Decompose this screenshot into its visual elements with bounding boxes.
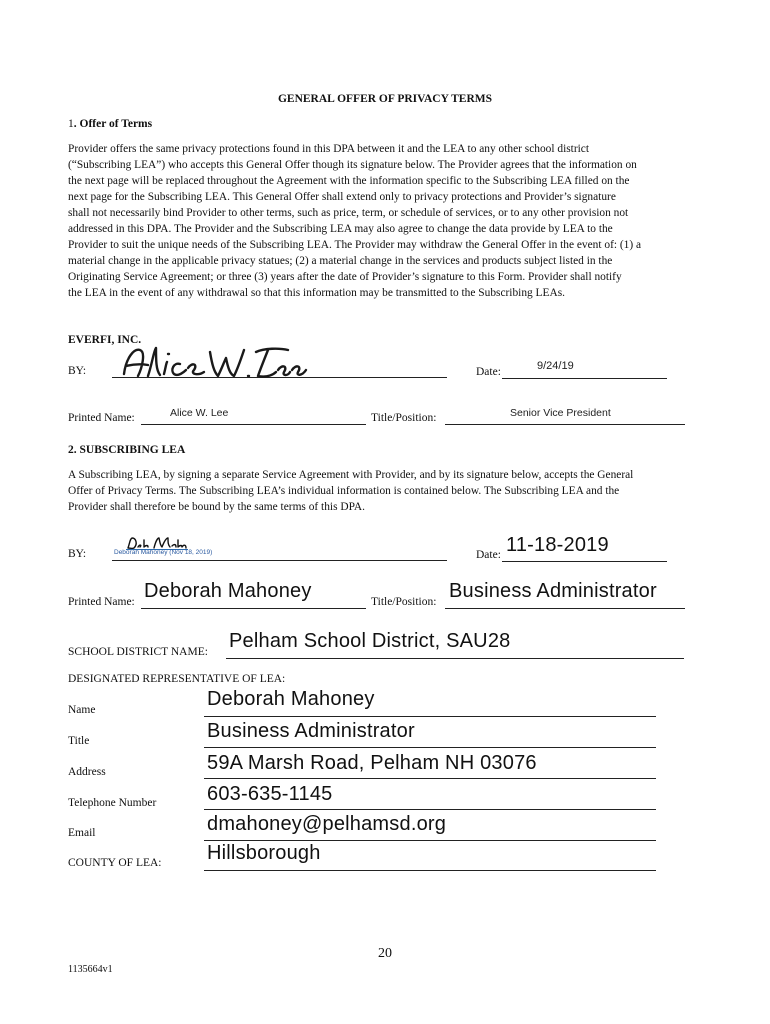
provider-by-label: BY: xyxy=(68,365,87,377)
provider-date-line xyxy=(502,378,667,379)
rep-name-value: Deborah Mahoney xyxy=(207,688,375,710)
section1-title: . Offer of Terms xyxy=(73,118,153,130)
rep-county-line xyxy=(204,870,656,871)
section1-heading xyxy=(68,118,152,130)
lea-signature-line xyxy=(112,560,447,561)
paragraph-line: Provider shall therefore be bound by the same terms of this DPA. xyxy=(68,501,365,513)
provider-printed-name-value: Alice W. Lee xyxy=(170,407,229,419)
paragraph-line: addressed in this DPA. The Provider and the Subscribing LEA may also agree to change the data provide by LEA to the xyxy=(68,223,613,235)
district-name-label: SCHOOL DISTRICT NAME: xyxy=(68,646,208,658)
provider-printed-name-label: Printed Name: xyxy=(68,412,135,424)
lea-by-label: BY: xyxy=(68,548,87,560)
rep-phone-value: 603-635-1145 xyxy=(207,783,333,805)
rep-address-label: Address xyxy=(68,766,106,778)
paragraph-line: Originating Service Agreement; or three (3) years after the date of Provider’s signature to this Form. Provider shall notify xyxy=(68,271,622,283)
paragraph-line: next page for the Subscribing LEA. This General Offer shall extend only to privacy protections and Provider’s signature xyxy=(68,191,616,203)
rep-name-line xyxy=(204,716,656,717)
provider-title-label: Title/Position: xyxy=(371,412,437,424)
paragraph-line: A Subscribing LEA, by signing a separate Service Agreement with Provider, and by its signature below, accepts the General xyxy=(68,469,634,481)
rep-phone-line xyxy=(204,809,656,810)
lea-printed-name-value: Deborah Mahoney xyxy=(144,580,312,602)
lea-date-label: Date: xyxy=(476,549,501,561)
rep-county-label: COUNTY OF LEA: xyxy=(68,857,162,869)
provider-title-value: Senior Vice President xyxy=(510,407,611,419)
paragraph-line: (“Subscribing LEA”) who accepts this General Offer though its signature below. The Provider agrees that the information on xyxy=(68,159,637,171)
lea-date-line xyxy=(502,561,667,562)
paragraph-line: Provider offers the same privacy protections found in this DPA between it and the LEA to any other school district xyxy=(68,143,590,155)
lea-title-value: Business Administrator xyxy=(449,580,657,602)
rep-name-label: Name xyxy=(68,704,96,716)
paragraph-line: Provider to suit the unique needs of the Subscribing LEA. The Provider may withdraw the General Offer in the event of: (1) a xyxy=(68,239,642,251)
page-number: 20 xyxy=(378,946,392,961)
lea-printed-name-line xyxy=(141,608,366,609)
lea-title-label: Title/Position: xyxy=(371,596,437,608)
lea-title-line xyxy=(445,608,685,609)
provider-title-line xyxy=(445,424,685,425)
district-name-value: Pelham School District, SAU28 xyxy=(229,630,511,652)
lea-date-value: 11-18-2019 xyxy=(506,534,609,556)
provider-date-value: 9/24/19 xyxy=(537,360,574,372)
section1-paragraph xyxy=(68,141,718,301)
paragraph-line: the LEA in the event of any withdrawal so that this information may be transmitted to the Subscribing LEAs. xyxy=(68,287,565,299)
lea-printed-name-label: Printed Name: xyxy=(68,596,135,608)
provider-signature-image xyxy=(118,340,308,386)
rep-title-value: Business Administrator xyxy=(207,720,415,742)
section1-number: 1 xyxy=(68,118,74,130)
lea-signature-caption: Deborah Mahoney (Nov 18, 2019) xyxy=(114,549,213,556)
section2-heading: 2. SUBSCRIBING LEA xyxy=(68,444,186,456)
rep-county-value: Hillsborough xyxy=(207,842,321,864)
designated-rep-heading: DESIGNATED REPRESENTATIVE OF LEA: xyxy=(68,673,286,685)
paragraph-line: Offer of Privacy Terms. The Subscribing LEA’s individual information is contained below. The Subscribing LEA and the xyxy=(68,485,620,497)
paragraph-line: material change in the applicable privacy statues; (2) a material change in the services and products subject listed in the xyxy=(68,255,613,267)
rep-title-line xyxy=(204,747,656,748)
document-id: 1135664v1 xyxy=(68,964,113,975)
provider-date-label: Date: xyxy=(476,366,501,378)
rep-phone-label: Telephone Number xyxy=(68,797,157,809)
district-name-line xyxy=(226,658,684,659)
paragraph-line: the next page will be replaced throughout the Agreement with the information specific to the Subscribing LEA filled on the xyxy=(68,175,630,187)
rep-title-label: Title xyxy=(68,735,90,747)
rep-email-value: dmahoney@pelhamsd.org xyxy=(207,813,447,835)
provider-printed-name-line xyxy=(141,424,366,425)
lea-signature-image xyxy=(126,536,188,550)
rep-address-line xyxy=(204,778,656,779)
rep-email-line xyxy=(204,840,656,841)
rep-address-value: 59A Marsh Road, Pelham NH 03076 xyxy=(207,752,537,774)
section2-paragraph xyxy=(68,467,718,515)
provider-company: EVERFI, INC. xyxy=(68,334,142,346)
rep-email-label: Email xyxy=(68,827,96,839)
page-title: GENERAL OFFER OF PRIVACY TERMS xyxy=(277,93,493,105)
paragraph-line: shall not necessarily bind Provider to other terms, such as price, term, or schedule of services, or to any other provision not xyxy=(68,207,629,219)
